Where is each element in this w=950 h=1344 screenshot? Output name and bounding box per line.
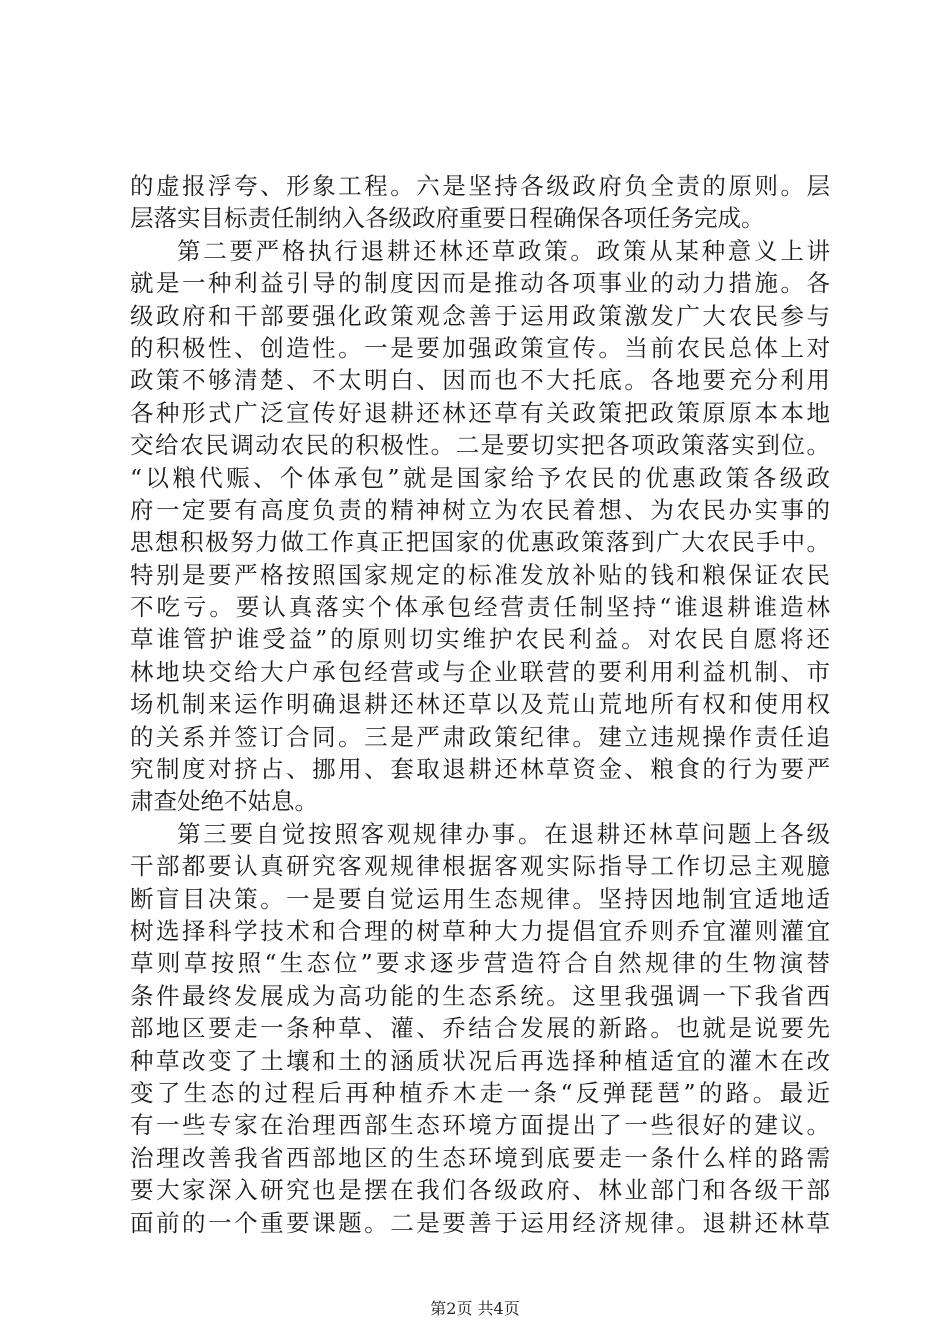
document-body bbox=[130, 170, 830, 1239]
text-line: 特别是要严格按照国家规定的标准发放补贴的钱和粮保证农民 bbox=[130, 560, 830, 589]
text-line: 层落实目标责任制纳入各级政府重要日程确保各项任务完成。 bbox=[130, 204, 765, 233]
text-line: 级政府和干部要强化政策观念善于运用政策激发广大农民参与 bbox=[130, 301, 830, 330]
text-line: 要大家深入研究也是摆在我们各级政府、林业部门和各级干部 bbox=[130, 1176, 830, 1205]
text-line: 肃查处绝不姑息。 bbox=[130, 787, 318, 816]
text-line: 林地块交给大户承包经营或与企业联营的要利用利益机制、市 bbox=[130, 657, 830, 686]
text-line: 断盲目决策。一是要自觉运用生态规律。坚持因地制宜适地适 bbox=[130, 884, 830, 913]
text-line: 不吃亏。要认真落实个体承包经营责任制坚持“谁退耕谁造林 bbox=[130, 593, 830, 622]
text-line: 树选择科学技术和合理的树草种大力提倡宜乔则乔宜灌则灌宜 bbox=[130, 916, 830, 945]
text-line: 变了生态的过程后再种植乔木走一条“反弹琵琶”的路。最近 bbox=[130, 1078, 830, 1107]
text-line: 治理改善我省西部地区的生态环境到底要走一条什么样的路需 bbox=[130, 1143, 830, 1172]
text-line: 种草改变了土壤和土的涵质状况后再选择种植适宜的灌木在改 bbox=[130, 1046, 830, 1075]
text-line: 草谁管护谁受益”的原则切实维护农民利益。对农民自愿将还 bbox=[130, 625, 830, 654]
text-line: 各种形式广泛宣传好退耕还林还草有关政策把政策原原本本地 bbox=[130, 398, 830, 427]
text-line: 场机制来运作明确退耕还林还草以及荒山荒地所有权和使用权 bbox=[130, 690, 830, 719]
text-line: 的积极性、创造性。一是要加强政策宣传。当前农民总体上对 bbox=[130, 333, 830, 362]
page-number-footer: 第2页 共4页 bbox=[430, 1299, 520, 1318]
text-line: 面前的一个重要课题。二是要善于运用经济规律。退耕还林草 bbox=[130, 1208, 830, 1237]
text-line: 究制度对挤占、挪用、套取退耕还林草资金、粮食的行为要严 bbox=[130, 755, 830, 784]
text-line: 条件最终发展成为高功能的生态系统。这里我强调一下我省西 bbox=[130, 981, 830, 1010]
text-line: 就是一种利益引导的制度因而是推动各项事业的动力措施。各 bbox=[130, 269, 830, 298]
text-line: “以粮代赈、个体承包”就是国家给予农民的优惠政策各级政 bbox=[130, 463, 830, 492]
text-line: 有一些专家在治理西部生态环境方面提出了一些很好的建议。 bbox=[130, 1111, 830, 1140]
text-line: 干部都要认真研究客观规律根据客观实际指导工作切忌主观臆 bbox=[130, 852, 830, 881]
text-line: 的关系并签订合同。三是严肃政策纪律。建立违规操作责任追 bbox=[130, 722, 830, 751]
text-line: 政策不够清楚、不太明白、因而也不大托底。各地要充分利用 bbox=[130, 366, 830, 395]
paragraph-start-line: 第三要自觉按照客观规律办事。在退耕还林草问题上各级 bbox=[177, 819, 830, 848]
text-line: 交给农民调动农民的积极性。二是要切实把各项政策落实到位。 bbox=[130, 431, 830, 460]
text-line: 草则草按照“生态位”要求逐步营造符合自然规律的生物演替 bbox=[130, 949, 830, 978]
text-line: 府一定要有高度负责的精神树立为农民着想、为农民办实事的 bbox=[130, 495, 830, 524]
text-line: 部地区要走一条种草、灌、乔结合发展的新路。也就是说要先 bbox=[130, 1014, 830, 1043]
text-line: 思想积极努力做工作真正把国家的优惠政策落到广大农民手中。 bbox=[130, 528, 830, 557]
text-line: 的虚报浮夸、形象工程。六是坚持各级政府负全责的原则。层 bbox=[130, 172, 830, 200]
paragraph-start-line: 第二要严格执行退耕还林还草政策。政策从某种意义上讲 bbox=[177, 236, 830, 265]
